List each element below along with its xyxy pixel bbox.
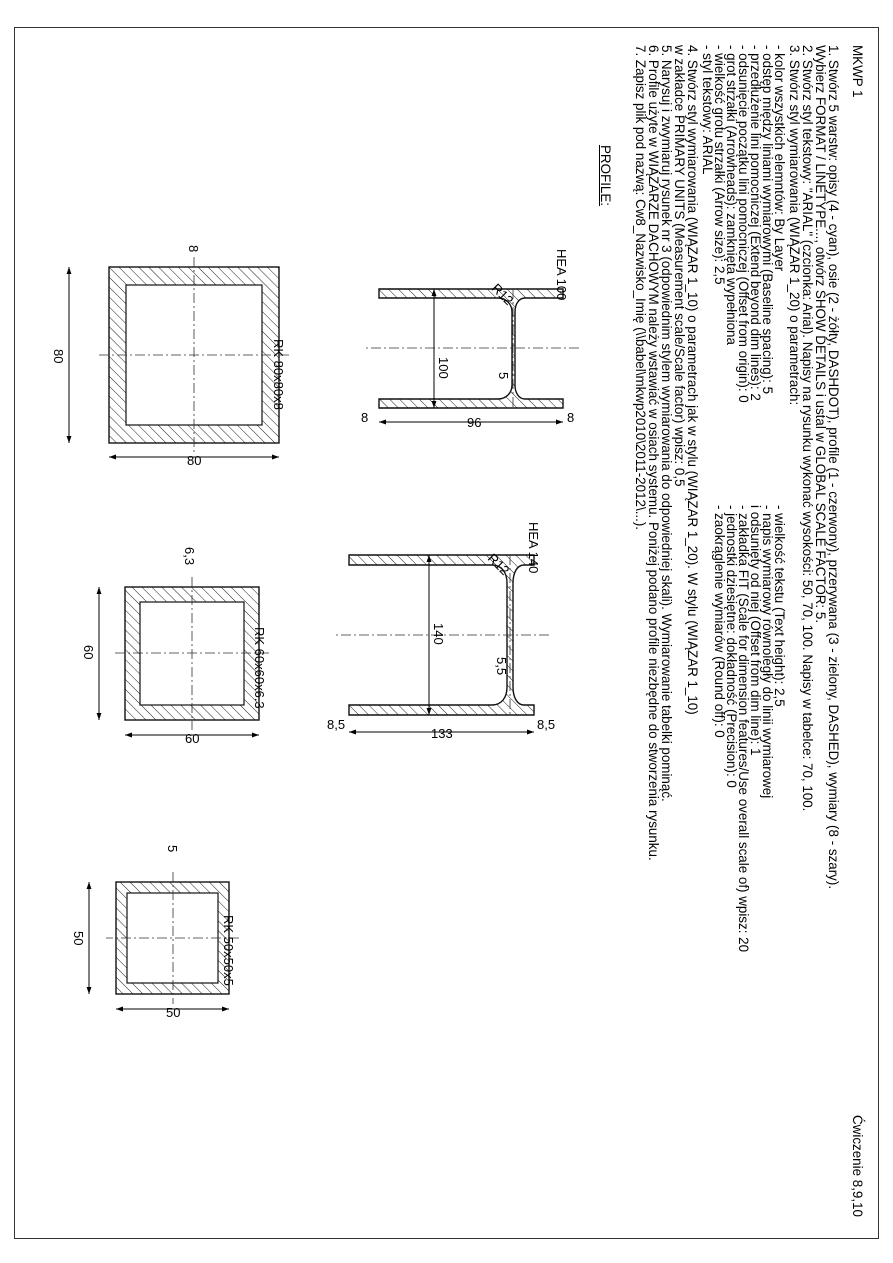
hea140-name: HEA 140 — [526, 522, 541, 574]
param-line: - zakładka FIT (Scale for dimension features/Use overall scale of) wpisz: 20 — [736, 505, 751, 953]
param-line: - jednostki dziesiętne: dokładność (Precision): 0 — [724, 505, 739, 788]
param-line: - zaokrąglenie wymiarów (Round off): 0 — [712, 505, 727, 738]
rk80-width: 80 — [187, 453, 202, 468]
hea140-profile — [327, 522, 555, 741]
hea140-flange-top: 8,5 — [537, 717, 556, 732]
hea100-flange-bottom: 8 — [361, 410, 369, 425]
rk60-thickness: 6,3 — [182, 547, 197, 566]
rk60-height: 60 — [81, 645, 96, 660]
hea100-radius: R12 — [488, 280, 517, 308]
param-line: - wielkość tekstu (Text height): 2,5 — [772, 505, 787, 707]
rotated-page — [14, 27, 879, 1239]
rk50-width: 50 — [166, 1005, 181, 1020]
hea100-width: 96 — [467, 415, 482, 430]
instruction-line: 5. Narysuj i zwymiaruj rysunek nr 3 (odpowiednim stylem wymiarowania do odpowiedniej skali). Wymiarowanie tabelki pominąć. — [659, 45, 674, 802]
sheet-title: MKWP 1 — [850, 45, 865, 98]
hea140-height: 140 — [431, 623, 446, 645]
param-line: - styl tekstowy: ARIAL — [700, 45, 715, 175]
rk60-name: RK 60x60x6.3 — [252, 627, 267, 709]
rk80-profile — [51, 245, 289, 468]
rk60-profile — [81, 547, 269, 746]
param-line: i odsunięty od niej (Offset from dim line): 1 — [748, 505, 763, 756]
param-line: - wielkość grotu strzałki (Arrow size): 2,5 — [712, 45, 727, 285]
hea100-section — [379, 289, 563, 408]
rk50-thickness: 5 — [165, 845, 180, 853]
profile-drawings — [14, 27, 879, 1239]
rk80-name: RK 80x80x8 — [271, 339, 286, 410]
instruction-line: 6. Profile użyte w WIĄZARZE DACHOWYM należy wstawiać w osiach systemu. Poniżej podano profile niezbędne do stworzenia rysunku. — [646, 45, 661, 861]
instruction-line: 7. Zapisz plik pod nazwą: Cw8_Nazwisko_Imię (\\babel\mkwp2010\2011-2012\...). — [633, 45, 648, 531]
hea140-width: 133 — [431, 726, 453, 741]
instruction-line: Wybierz FORMAT / LINETYPE..., otwórz SHOW DETAILS i ustal w GLOBAL SCALE FACTOR: 5. — [813, 45, 828, 624]
param-line: - kolor wszystkich elemntów: By Layer — [772, 45, 787, 272]
hea100-height: 100 — [436, 357, 451, 379]
rk80-thickness: 8 — [186, 245, 201, 253]
rk60-width: 60 — [185, 731, 200, 746]
profiles-heading: PROFILE: — [598, 145, 613, 207]
instruction-line: w zakładce PRIMARY UNITS (Measurement scale/Scale factor) wpisz: 0,5 — [672, 45, 687, 487]
hea100-web: 5 — [496, 372, 511, 380]
param-line: - odstęp między liniami wymiarowymi (Baseline spacing): 5 — [760, 45, 775, 395]
rk80-height: 80 — [51, 349, 66, 364]
rk50-profile — [71, 845, 239, 1020]
param-line: - odsunięcie początku lini pomocniczej (Offset from origin): 0 — [736, 45, 751, 403]
instruction-line: 3. Stwórz styl wymiarowania (WIĄZAR 1_20) o parametrach: — [787, 45, 802, 406]
instruction-line: 4. Stwórz styl wymiarowania (WIĄZAR 1_10) o parametrach jak w stylu (WIĄZAR 1_20). W stylu (WIĄZAR 1_10) — [685, 45, 700, 715]
param-line: - przedłużenie lini pomocniczej (Extend beyond dim lines): 2 — [748, 45, 763, 401]
exercise-number: Ćwiczenie 8,9,10 — [850, 1115, 865, 1217]
hea100-profile — [361, 249, 579, 430]
hea140-web: 5,5 — [494, 657, 509, 676]
instruction-line: 2. Stwórz styl tekstowy: "ARIAL" (czcionka: Arial). Napisy na rysunku wykonać wysokości: 50, 70, 100. Napisy w tabelce: 70, 100. — [800, 45, 815, 812]
rk50-name: RK 50x50x5 — [221, 915, 236, 986]
hea100-name: HEA 100 — [554, 249, 569, 301]
param-line: - grot strzałki (Arrowheads): zamknięta wypełniona — [724, 45, 739, 345]
rk50-height: 50 — [71, 931, 86, 946]
hea140-radius: R12 — [484, 550, 513, 578]
instruction-line: 1. Stwórz 5 warstw: opisy (4 - cyan), osie (2 - żółty, DASHDOT), profile (1 - czerwony), przerywana (3 - zielony, DASHED), wymiary (8 - szary). — [826, 45, 841, 890]
hea100-flange-top: 8 — [567, 410, 575, 425]
param-line: - napis wymiarowy równoległy do linii wymiarowej — [760, 505, 775, 799]
hea140-flange-bottom: 8,5 — [327, 717, 346, 732]
